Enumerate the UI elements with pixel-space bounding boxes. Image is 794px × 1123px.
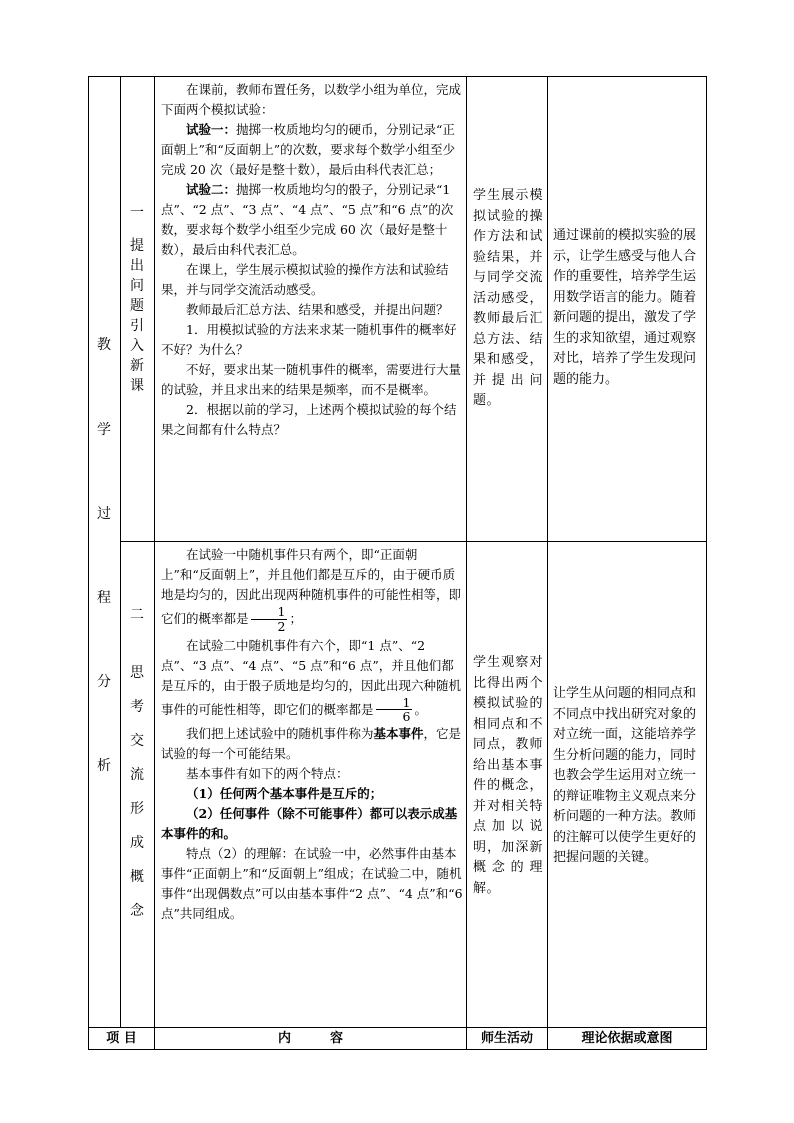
column-divider-theory <box>547 76 548 1050</box>
section2-theory: 让学生从问题的相同点和不同点中找出研究对象的对立统一面，这能培养学生分析问题的能力，同时也教会学生运用对立统一的辩证唯物主义观点来分析问题的一种方法。教师的注解可以使学生更好的把握问题的关键。 <box>553 686 697 865</box>
section1-label-char: 题 <box>130 298 144 314</box>
punctuation: ； <box>289 610 302 626</box>
section2-label-char: 思 <box>130 665 144 681</box>
section2-label-char: 形 <box>130 801 144 817</box>
experiment1-title: 试验一： <box>186 122 237 137</box>
definition-text: 我们把上述试验中的随机事件称为 <box>186 726 374 741</box>
section1-label-char: 课 <box>130 378 144 394</box>
section1-label <box>120 206 154 393</box>
section1-activity: 学生展示模拟试验的操作方法和试验结果，并与同学交流活动感受，教师最后汇总方法、结果和感受，并提出问题。 <box>473 188 543 408</box>
section1-number: 一 <box>130 205 144 221</box>
section1-paragraph: 在课前，教师布置任务，以数学小组为单位，完成下面两个模拟试验： <box>161 82 462 117</box>
section1-label-char: 引 <box>130 318 144 334</box>
feature-2-explanation: 特点（2）的理解：在试验一中，必然事件由基本事件“正面朝上”和“反面朝上”组成；在试验二中，随机事件“出现偶数点”可以由基本事件“2 点”、“4 点”和“6 点”共同组成。 <box>161 846 463 921</box>
experiment1 <box>161 120 463 180</box>
section2-label-char: 念 <box>130 903 144 919</box>
section2-content <box>161 545 463 924</box>
section1-label-char: 问 <box>130 278 144 294</box>
header-item: 项 目 <box>106 1031 137 1046</box>
column-divider-content <box>154 76 155 1050</box>
question-1: 1．用模拟试验的方法来求某一随机事件的概率好不好？为什么？ <box>161 322 457 357</box>
section1-label-char: 出 <box>130 258 144 274</box>
section1-content <box>161 80 463 440</box>
fraction-one-half <box>251 605 288 634</box>
experiment2-title: 试验二： <box>186 182 237 197</box>
question-2: 2．根据以前的学习，上述两个模拟试验的每个结果之间都有什么特点？ <box>161 402 457 437</box>
feature-1: （1）任何两个基本事件是互斥的； <box>186 786 383 801</box>
fraction-one-sixth <box>376 696 413 725</box>
feature-2: （2）任何事件（除不可能事件）都可以表示成基本事件的和。 <box>161 806 458 841</box>
section2-label-char: 成 <box>130 835 144 851</box>
experiment1-text: 抛掷一枚质地均匀的硬币，分别记录“正面朝上”和“反面朝上”的次数，要求每个数学小组至少完成 20 次（最好是整十数），最后由科代表汇总； <box>161 122 456 177</box>
section2-label-char: 流 <box>130 767 144 783</box>
row-label-char: 析 <box>97 758 111 774</box>
fraction-numerator: 1 <box>251 605 288 620</box>
column-divider-activity <box>466 76 467 1050</box>
row-label-char: 程 <box>97 590 111 606</box>
table-border-right <box>706 76 707 1050</box>
features-intro: 基本事件有如下的两个特点： <box>186 766 349 781</box>
experiment2-analysis <box>161 636 463 725</box>
section2-label <box>120 608 154 918</box>
experiment2-analysis-text: 在试验二中随机事件有六个，即“1 点”、“2 点”、“3 点”、“4 点”、“5 点”和“6 点”，并且他们都是互斥的，由于骰子质地是均匀的，因此出现六种随机事件的可能性相等，即它们的概率都是 <box>161 637 462 717</box>
table-border-left <box>88 76 89 1050</box>
section1-label-char: 提 <box>130 238 144 254</box>
table-border-bottom <box>88 1049 707 1050</box>
section2-label-char: 概 <box>130 869 144 885</box>
row-label-char: 教 <box>97 337 111 353</box>
section1-paragraph: 在课上，学生展示模拟试验的操作方法和试验结果，并与同学交流活动感受。 <box>161 262 449 297</box>
row-label-char: 过 <box>97 506 111 522</box>
punctuation: 。 <box>414 701 427 717</box>
answer-1: 不好，要求出某一随机事件的概率，需要进行大量的试验，并且求出来的结果是频率，而不是概率。 <box>161 362 462 397</box>
header-activity: 师生活动 <box>480 1031 533 1046</box>
section1-theory: 通过课前的模拟实验的展示，让学生感受与他人合作的重要性，培养学生运用数学语言的能力。随着新问题的提出，激发了学生的求知欲望，通过观察对比，培养了学生发现问题的能力。 <box>553 228 697 387</box>
section2-label-char: 考 <box>130 699 144 715</box>
basic-event-definition <box>161 724 463 764</box>
fraction-denominator: 6 <box>402 709 411 725</box>
table-border-top <box>88 76 707 77</box>
section2-number: 二 <box>130 607 144 623</box>
experiment2 <box>161 180 463 260</box>
section2-label-char: 交 <box>130 733 144 749</box>
experiment1-analysis-text: 在试验一中随机事件只有两个，即“正面朝上”和“反面朝上”，并且他们都是互斥的，由于硬币质地是均匀的，因此出现两种随机事件的可能性相等，即它们的概率都是 <box>161 547 462 626</box>
experiment1-analysis <box>161 545 463 634</box>
section1-paragraph: 教师最后汇总方法、结果和感受，并提出问题？ <box>186 302 449 317</box>
header-content: 内 容 <box>277 1031 343 1046</box>
section-divider <box>120 541 707 542</box>
footer-top-border <box>88 1027 707 1028</box>
fraction-numerator: 1 <box>376 696 413 711</box>
section1-label-char: 新 <box>130 358 144 374</box>
definition-term: 基本事件 <box>373 726 424 741</box>
row-label-char: 学 <box>97 422 111 438</box>
definition-text: ，它是试验的每一个可能结果。 <box>161 726 462 761</box>
fraction-denominator: 2 <box>277 618 286 634</box>
header-theory: 理论依据或意图 <box>581 1031 673 1046</box>
section2-activity: 学生观察对比得出两个模拟试验的相同点和不同点，教师给出基本事件的概念，并对相关特点加以说明，加深新概念的理解。 <box>473 655 543 896</box>
experiment2-text: 抛掷一枚质地均匀的骰子，分别记录“1 点”、“2 点”、“3 点”、“4 点”、“5 点”和“6 点”的次数，要求每个数学小组至少完成 60 次（最好是整十数），最后由科代表汇总。 <box>161 182 454 257</box>
section1-label-char: 入 <box>130 338 144 354</box>
row-label-char: 分 <box>97 674 111 690</box>
